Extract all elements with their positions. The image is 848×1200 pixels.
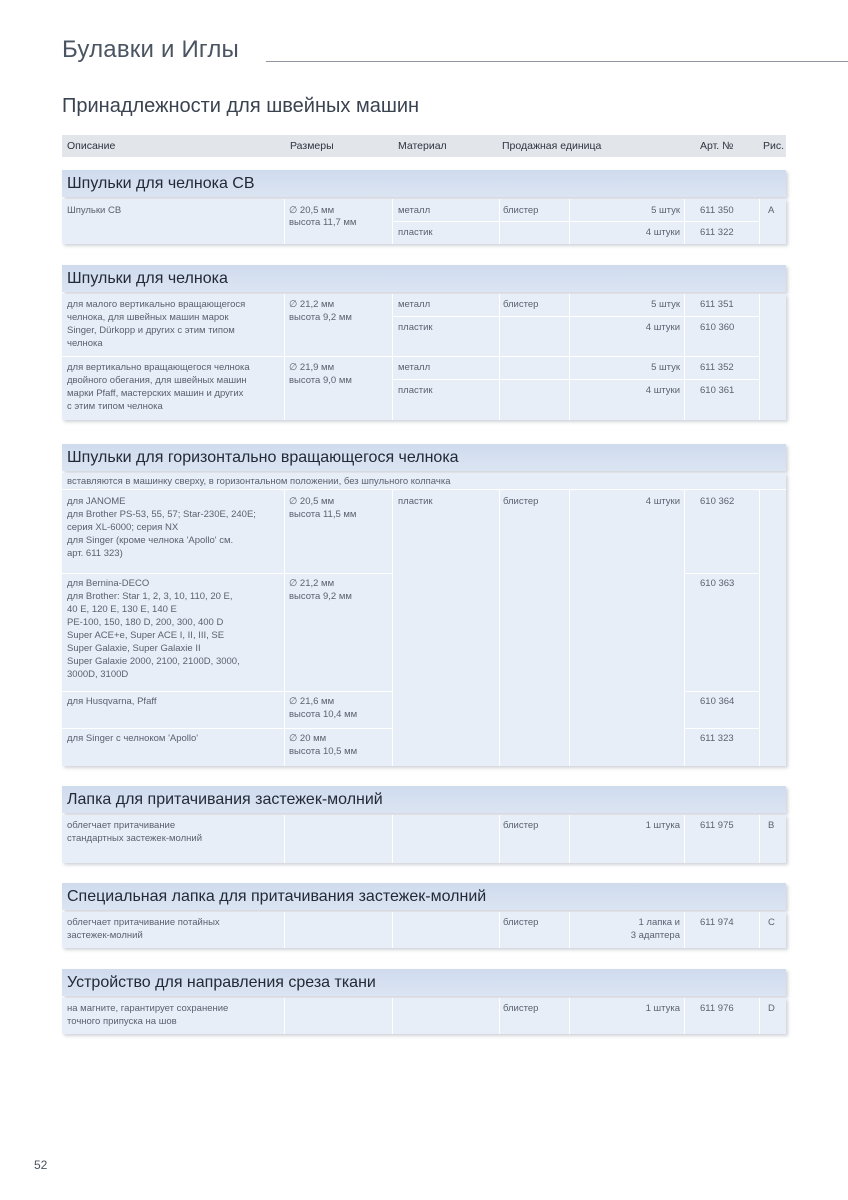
article-number: 611 974 [700,917,734,928]
packaging: блистер [503,299,539,310]
page-header [62,36,848,72]
figure-ref: D [768,1003,775,1014]
material-metal: металл [398,205,431,216]
column-header [62,135,786,157]
col-article: Арт. № [700,140,734,152]
col-sizes: Размеры [290,140,334,152]
size-diameter: ∅ 20,5 мм [289,205,335,216]
row-description: для малого вертикально вращающегося челнока, для швейных машин марок Singer, Dürkopp и других с этим типом челнока [67,299,246,349]
article-number: 611 323 [700,733,734,744]
figure-ref: C [768,917,775,928]
quantity: 1 лапка и 3 адаптера [630,917,680,941]
material-metal: металл [398,362,431,373]
quantity: 5 штук [651,362,680,373]
section-body [62,998,786,1034]
article-number: 611 975 [700,820,734,831]
figure-ref: A [768,205,775,216]
size-height: высота 11,5 мм [289,509,357,520]
material-plastic: пластик [398,322,433,333]
material-plastic: пластик [398,227,433,238]
section-subtitle: вставляются в машинку сверху, в горизонтальном положении, без шпульного колпачка [62,473,786,490]
quantity: 4 штуки [645,322,680,333]
row-description: для Husqvarna, Pfaff [67,696,157,707]
col-material: Материал [398,140,447,152]
article-number: 611 976 [700,1003,734,1014]
section-body [62,473,786,766]
section-title: Шпульки для челнока CB [62,170,786,197]
section-title: Лапка для притачивания застежек-молний [62,786,786,813]
size-height: высота 11,7 мм [289,217,357,228]
page-header-title: Булавки и Иглы [62,36,239,63]
col-figure: Рис. [763,140,785,152]
header-rule [266,61,848,62]
quantity: 5 штук [651,205,680,216]
article-number: 611 352 [700,362,734,373]
packaging: блистер [503,205,539,216]
section-body [62,199,786,244]
size-diameter: ∅ 20,5 мм [289,496,335,507]
row-description: для вертикально вращающегося челнока двойного обегания, для швейных машин марки Pfaff, мастерских машин и других с этим типом челнока [67,362,250,412]
page-title: Принадлежности для швейных машин [62,95,420,117]
quantity: 4 штуки [645,227,680,238]
material-metal: металл [398,299,431,310]
section-body [62,912,786,948]
packaging: блистер [503,496,539,507]
material-plastic: пластик [398,385,433,396]
section-title: Устройство для направления среза ткани [62,969,786,996]
packaging: блистер [503,1003,539,1014]
section-title: Специальная лапка для притачивания застежек-молний [62,883,786,910]
article-number: 610 360 [700,322,735,333]
size-height: высота 9,2 мм [289,312,352,323]
size-diameter: ∅ 21,9 мм [289,362,335,373]
row-description: для Singer с челноком 'Apollo' [67,733,199,744]
row-description: облегчает притачивание потайных застежек-молний [67,917,220,941]
section-body [62,294,786,420]
quantity: 1 штука [645,820,680,831]
col-sale-unit: Продажная единица [502,140,602,152]
quantity: 4 штуки [645,385,680,396]
quantity: 5 штук [651,299,680,310]
section-title: Шпульки для горизонтально вращающегося челнока [62,444,786,471]
packaging: блистер [503,820,539,831]
row-description: на магните, гарантирует сохранение точного припуска на шов [67,1003,229,1027]
quantity: 1 штука [645,1003,680,1014]
page-number: 52 [34,1158,48,1172]
row-description: Шпульки CB [67,205,122,216]
section-title: Шпульки для челнока [62,265,786,292]
section-body [62,815,786,863]
article-number: 610 361 [700,385,735,396]
article-number: 610 362 [700,496,735,507]
article-number: 611 350 [700,205,734,216]
size-diameter: ∅ 21,2 мм [289,299,335,310]
size-height: высота 9,0 мм [289,375,352,386]
size-diameter: ∅ 20 мм [289,733,327,744]
size-diameter: ∅ 21,2 мм [289,578,335,589]
article-number: 610 364 [700,696,735,707]
row-description: для Bernina-DECO для Brother: Star 1, 2, 3, 10, 110, 20 E, 40 E, 120 E, 130 E, 140 E PE-100, 150, 180 D, 200, 300, 400 D Super ACE+e, Super ACE I, II, III, SE Super Galaxie, Super Galaxie II Super Galaxie 2000, 2100, 2100D, 3000, 3000D, 3100D [67,578,240,680]
row-description: для JANOME для Brother PS-53, 55, 57; Star-230E, 240E; серия XL-6000; серия NX для Singer (кроме челнока 'Apollo' см. арт. 611 323) [67,496,256,559]
article-number: 611 322 [700,227,734,238]
article-number: 610 363 [700,578,735,589]
size-height: высота 10,4 мм [289,709,358,720]
col-description: Описание [67,140,116,152]
size-diameter: ∅ 21,6 мм [289,696,335,707]
figure-ref: B [768,820,775,831]
size-height: высота 10,5 мм [289,746,358,757]
size-height: высота 9,2 мм [289,591,352,602]
packaging: блистер [503,917,539,928]
material-plastic: пластик [398,496,433,507]
row-description: облегчает притачивание стандартных застежек-молний [67,820,203,844]
article-number: 611 351 [700,299,734,310]
quantity: 4 штуки [645,496,680,507]
